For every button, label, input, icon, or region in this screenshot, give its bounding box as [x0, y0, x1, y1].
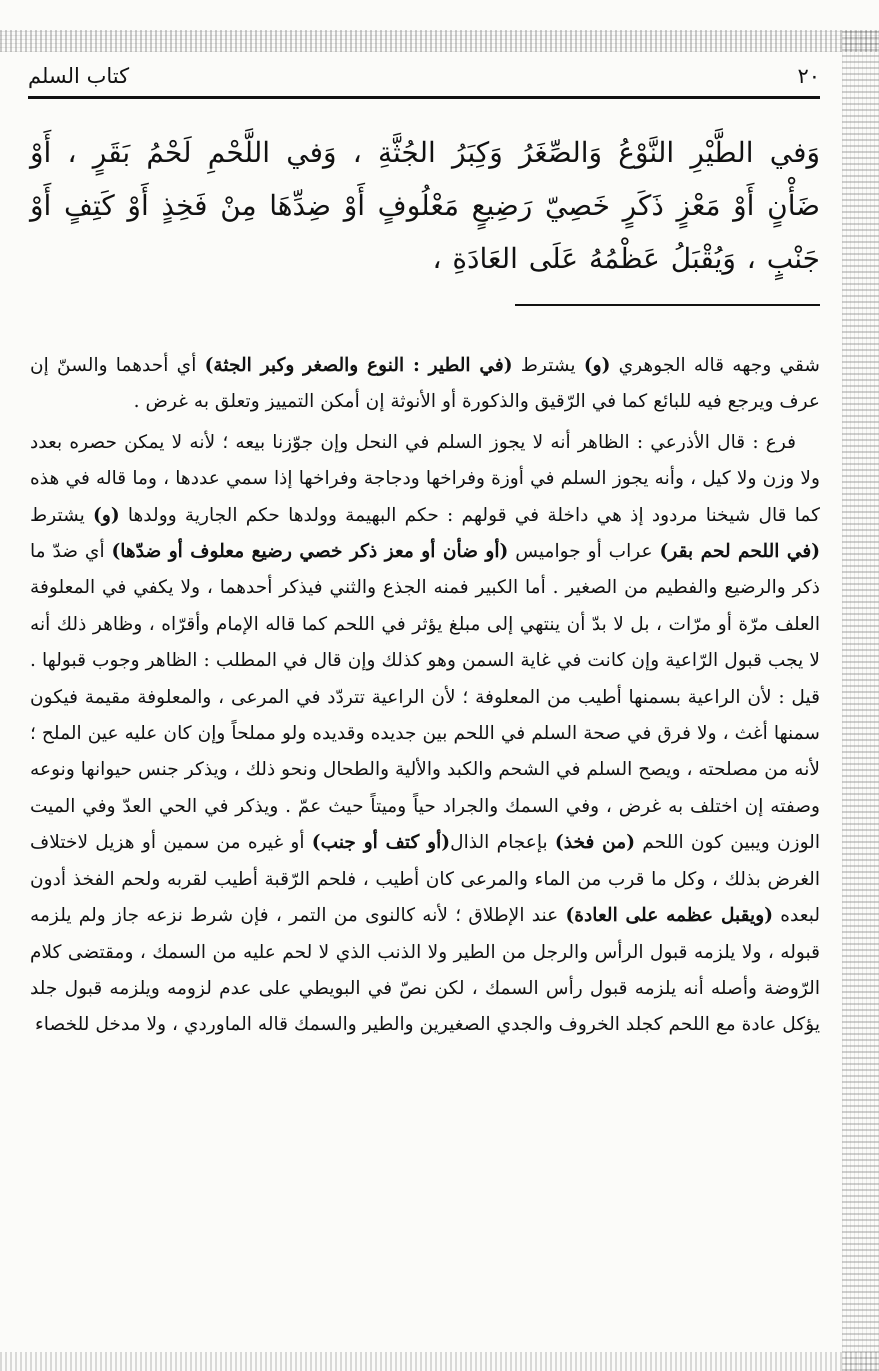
- commentary-text: أو غيره من سمين أو هزيل لاختلاف الغرض بذلك ، وكل ما قرب من الماء والمرعى كان أطيب ، فلحم الرّقبة أطيب لقربه ولحم الفخذ أدون لبعده: [30, 832, 821, 927]
- commentary: [30, 348, 820, 1044]
- quoted-matn: (و): [93, 504, 120, 526]
- quoted-matn: (و): [583, 355, 611, 376]
- quoted-matn: (أو ضأن أو معز ذكر خصي رضيع معلوف أو ضدّها): [111, 541, 509, 563]
- quoted-matn: (أو كتف أو جنب): [311, 832, 451, 854]
- commentary-text: عراب أو جواميس: [508, 541, 660, 563]
- decorative-border-bottom: [0, 1352, 879, 1371]
- commentary-text: أي أحدهما والسنّ إن عرف ويرجع فيه للبائع كما في الرّقيق والذكورة أو الأنوثة إن أمكن التمييز وتعلق به غرض .: [30, 355, 820, 413]
- main-text: وَفي الطَّيْرِ النَّوْعُ وَالصِّغَرُ وَكِبَرُ الجُثَّةِ ، وَفي اللَّحْمِ لَحْمُ بَقَرٍ ، أَوْ ضَأْنٍ أَوْ مَعْزٍ ذَكَرٍ خَصِيّ رَضِيعٍ مَعْلُوفٍ أَوْ ضِدِّهَا مِنْ فَخِذٍ أَوْ كَتِفٍ أَوْ جَنْبٍ ، وَيُقْبَلُ عَظْمُهُ عَلَى العَادَةِ ،: [30, 136, 820, 275]
- commentary-text: أي ضدّ ما ذكر والرضيع والفطيم من الصغير . أما الكبير فمنه الجذع والثني فيذكر أحدهما ، ولا يكفي في المعلوفة العلف مرّة أو مرّات ، بل لا بدّ أن ينتهي إلى مبلغ يؤثر في اللحم كما قاله الإمام وأقرّاه ، وظاهر ذلك أنه لا يجب قبول الرّاعية وإن كانت في غاية السمن وهو كذلك وإن قال في المطلب : الظاهر وجوب قبولها . قيل : لأن الراعية بسمنها أطيب من المعلوفة ؛ لأن الراعية تتردّد في المرعى ، والمعلوفة مقيمة فيكون سمنها أغث ، ولا فرق في صحة السلم في اللحم بين جديده وقديده ولو مملحاً وإن كان عليه عين الملح ؛ لأنه من مصلحته ، ويصح السلم في الشحم والكبد والألية والطحال ونحو ذلك ، ويذكر جنس حيوانها ونوعه وصفته إن اختلف به غرض ، وفي السمك والجراد حياً وميتاً حيث عمّ . ويذكر في الحي العدّ وفي الميت الوزن ويبين كون اللحم: [30, 541, 821, 854]
- quoted-matn: (في اللحم لحم بقر): [659, 541, 821, 563]
- page-number: ٢٠: [797, 64, 820, 88]
- section-divider: [515, 304, 820, 306]
- quoted-matn: (ويقبل عظمه على العادة): [565, 905, 773, 927]
- commentary-paragraph-2: [30, 425, 820, 1044]
- decorative-border-top: [0, 30, 879, 52]
- commentary-text: عند الإطلاق ؛ لأنه كالنوى من التمر ، فإن شرط نزعه جاز ولم يلزمه قبوله ، ولا يلزمه قبول الرأس والرجل من الطير ولا الذنب الذي لا لحم عليه من السمك ، ومقتضى كلام الرّوضة وأصله أنه يلزمه قبول رأس السمك ، لكن نصّ في البويطي على عدم لزومه ويلزمه قبول جلد يؤكل عادة مع اللحم كجلد الخروف والجدي الصغيرين والطير والسمك قاله الماوردي ، ولا مدخل للخصاء: [30, 905, 820, 1036]
- quoted-matn: (من فخذ): [554, 832, 636, 854]
- page-header: [28, 64, 820, 96]
- commentary-text: فرع : قال الأذرعي : الظاهر أنه لا يجوز السلم في النحل وإن جوّزنا بيعه ؛ لأنه لا يمكن حصره بعدد ولا وزن ولا كيل ، وأنه يجوز السلم في أوزة وفراخها ودجاجة وفراخها إذا سمي عددها ، وما قاله في هذه كما قال شيخنا مردود إذ هي داخلة في قولهم : حكم البهيمة وولدها حكم الجارية وولدها: [30, 431, 820, 526]
- commentary-text: بإعجام الذال: [450, 832, 555, 854]
- commentary-paragraph-1: [30, 348, 820, 421]
- commentary-text: يشترط: [30, 504, 94, 526]
- header-rule: [28, 96, 820, 99]
- commentary-text: يشترط: [512, 355, 584, 376]
- decorative-border-right: [842, 30, 879, 1371]
- quoted-matn: (في الطير : النوع والصغر وكبر الجثة): [204, 355, 513, 376]
- commentary-text: شقي وجهه قاله الجوهري: [610, 355, 821, 376]
- running-title: كتاب السلم: [28, 64, 130, 88]
